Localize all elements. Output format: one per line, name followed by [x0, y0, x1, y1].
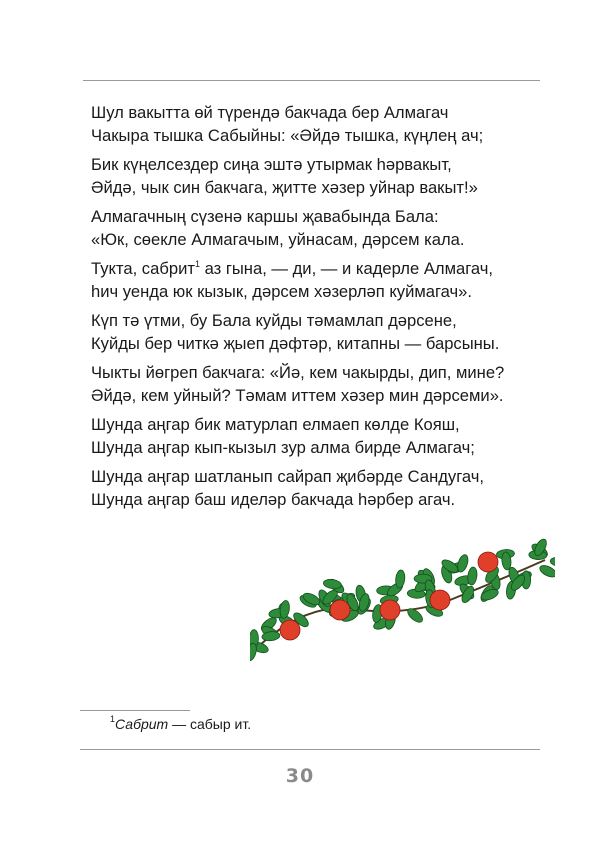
stanza — [91, 101, 551, 147]
poem-line: Чакыра тышка Сабыйны: «Әйдә тышка, күңлең ач; — [91, 126, 484, 145]
apple-icon — [478, 552, 498, 572]
poem-line: Куйды бер читкә җыеп дәфтәр, китапны — барсыны. — [91, 334, 500, 353]
leaf-icon — [279, 600, 291, 619]
poem-line: Шунда аңгар кып-кызыл зур алма бирде Алмагач; — [91, 438, 475, 457]
leaf-icon — [395, 570, 406, 589]
poem-line: һич уенда юк кызык, дәрсем хәзерләп куймагач». — [91, 282, 473, 301]
stanza — [91, 361, 551, 407]
poem-line: Шунда аңгар бик матурлап елмаеп көлде Кояш, — [91, 415, 460, 434]
poem-line: Әйдә, чык син бакчага, җитте хәзер уйнар вакыт!» — [91, 178, 478, 197]
poem-text: Тукта, сабрит — [91, 259, 195, 278]
page-number: 30 — [285, 765, 315, 787]
footnote-reference[interactable]: 1 — [194, 259, 200, 269]
poem-line: Күп тә үтми, бу Бала куйды тәмамлап дәрсене, — [91, 311, 457, 330]
poem-line: «Юк, сөекле Алмагачым, уйнасам, дәрсем кала. — [91, 230, 465, 249]
apple-icon — [380, 600, 400, 620]
leaf-icon — [467, 567, 478, 586]
stanza — [91, 257, 551, 303]
footnote-term: Сабрит — [115, 716, 169, 732]
leaf-icon — [538, 563, 555, 579]
apple-icon — [330, 600, 350, 620]
stanza — [91, 465, 551, 511]
poem-line: Шул вакытта өй түрендә бакчада бер Алмагач — [91, 103, 449, 122]
apple-icon — [430, 590, 450, 610]
footnote-mark: 1 — [110, 714, 116, 724]
footnote — [110, 716, 251, 732]
poem-line: Шунда аңгар шатланып сайрап җибәрде Сандугач, — [91, 467, 485, 486]
leaf-icon — [550, 556, 555, 567]
stanza — [91, 153, 551, 199]
stanza — [91, 205, 551, 251]
leaf-icon — [323, 578, 342, 589]
poem — [91, 101, 551, 517]
poem-line: Шунда аңгар баш иделәр бакчада һәрбер агач. — [91, 490, 456, 509]
stanza — [91, 309, 551, 355]
poem-text: аз гына, — ди, — и кадерле Алмагач, — [199, 259, 494, 278]
poem-line — [91, 257, 551, 280]
poem-line: Чыкты йөгреп бакчага: «Йә, кем чакырды, дип, мине? — [91, 363, 505, 382]
footnote-definition: — сабыр ит. — [168, 716, 252, 732]
poem-line: Әйдә, кем уйный? Тәмам иттем хәзер мин дәрсеми». — [91, 386, 504, 405]
poem-line: Бик күңелсездер сиңа эштә утырмак һәрвакыт, — [91, 155, 452, 174]
poem-line: Алмагачның сүзенә каршы җавабында Бала: — [91, 207, 439, 226]
top-rule — [83, 80, 540, 81]
apple-branch-illustration — [250, 525, 555, 675]
stanza — [91, 413, 551, 459]
apple-icon — [280, 620, 300, 640]
footnote-rule — [80, 710, 190, 711]
bottom-rule — [80, 749, 540, 750]
